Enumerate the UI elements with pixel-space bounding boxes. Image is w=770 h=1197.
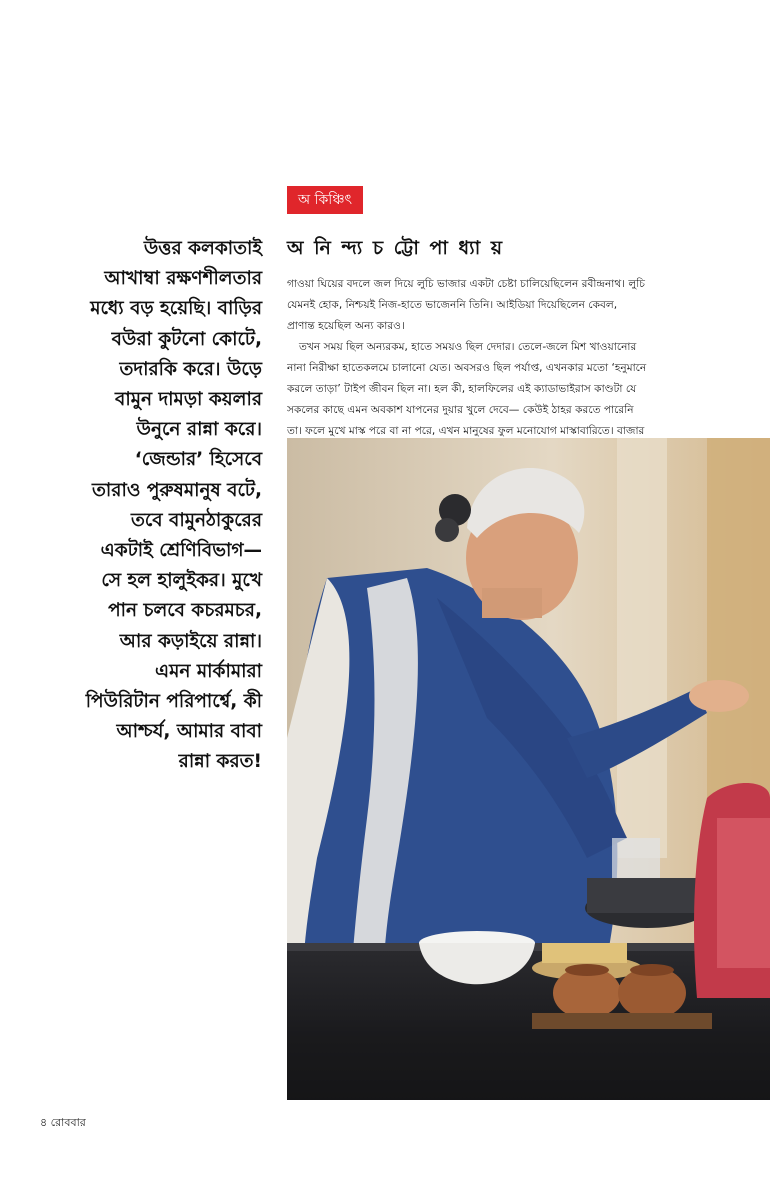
pull-quote-line: আখাম্বা রক্ষণশীলতার bbox=[104, 268, 262, 290]
body-line: নানা নিরীক্ষা হাতেকলমে চালানো যেত। অবসরও ছিল পর্যাপ্ত, এখনকার মতো ‘হনুমানে bbox=[287, 362, 647, 374]
author-byline: অ নি ন্দ্য চ ট্টো পা ধ্যা য় bbox=[287, 237, 505, 259]
pull-quote-line: একটাই শ্রেণিবিভাগ— bbox=[100, 540, 262, 562]
article-photo bbox=[287, 438, 770, 1100]
body-line: প্রাণান্ত হয়েছিল অন্য কারও। bbox=[287, 320, 405, 332]
pull-quote bbox=[40, 234, 262, 778]
pull-quote-line: তারাও পুরুষমানুষ বটে, bbox=[92, 479, 262, 501]
pull-quote-line: উত্তর কলকাতাই bbox=[143, 238, 262, 259]
body-line: করলে তাড়া’ টাইপ জীবন ছিল না। হল কী, হালফিলের এই ক্যাডাভাইরাস কাণ্ডটা যে bbox=[287, 383, 637, 395]
pull-quote-line: বউরা কুটনো কোটে, bbox=[111, 328, 262, 350]
pull-quote-line: আর কড়াইয়ে রান্না। bbox=[119, 630, 262, 652]
body-line: গাওয়া ঘিয়ের বদলে জল দিয়ে লুচি ভাজার একটা চেষ্টা চালিয়েছিলেন রবীন্দ্রনাথ। লুচি bbox=[287, 278, 646, 290]
body-line: যেমনই হোক, নিশ্চয়ই নিজ-হাতে ভাজেননি তিনি। আইডিয়া দিয়েছিলেন কেবল, bbox=[287, 299, 618, 311]
pull-quote-line: সে হল হালুইকর। মুখে bbox=[101, 570, 262, 592]
body-line: সকলের কাছে এমন অবকাশ যাপনের দুয়ার খুলে দেবে— কেউই ঠাহর করতে পারেনি bbox=[287, 404, 634, 416]
pull-quote-line: উনুনে রান্না করে। bbox=[136, 419, 262, 441]
section-tag: অ কিঞ্চিৎ bbox=[287, 186, 363, 214]
pull-quote-line: ‘জেন্ডার’ হিসেবে bbox=[134, 449, 262, 471]
article-body bbox=[287, 274, 763, 442]
pull-quote-line: এমন মার্কামারা bbox=[155, 660, 262, 682]
pull-quote-line: তদারকি করে। উড়ে bbox=[119, 358, 262, 380]
page-folio: ৪ রোববার bbox=[40, 1116, 86, 1129]
pull-quote-line: পিউরিটান পরিপার্শ্বে, কী bbox=[85, 691, 262, 713]
pull-quote-line: পান চলবে কচরমচর, bbox=[108, 600, 262, 622]
pull-quote-line: বামুন দামড়া কয়লার bbox=[115, 389, 262, 411]
body-line: তখন সময় ছিল অন্যরকম, হাতে সময়ও ছিল দেদার। তেলে-জলে মিশ খাওয়ানোর bbox=[299, 341, 637, 353]
pull-quote-line: আশ্চর্য, আমার বাবা bbox=[116, 721, 262, 743]
pull-quote-line: মধ্যে বড় হয়েছি। বাড়ির bbox=[90, 298, 262, 320]
pull-quote-line: রান্না করত! bbox=[178, 751, 262, 773]
body-line: তা। ফলে মুখে মাস্ক পরে বা না পরে, এখন মানুষের ফুল মনোযোগ মাস্কাবারিতে। বাজার bbox=[287, 425, 645, 437]
pull-quote-line: তবে বামুনঠাকুরের bbox=[130, 509, 262, 531]
